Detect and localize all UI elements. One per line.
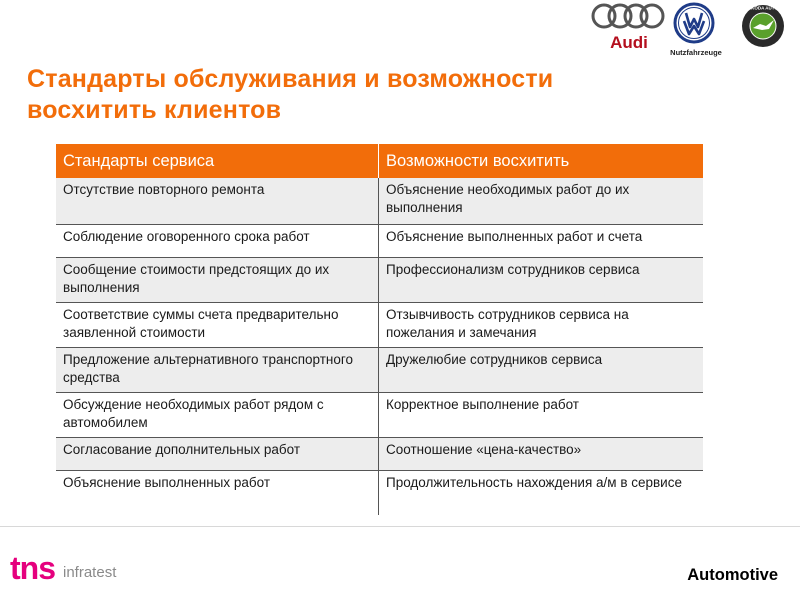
table-cell-standard: Объяснение выполненных работ [56,470,379,515]
table-row [56,347,703,392]
table-cell-standard: Согласование дополнительных работ [56,437,379,470]
table-cell-opportunity: Дружелюбие сотрудников сервиса [379,347,704,392]
skoda-logo [738,2,788,50]
table-row [56,392,703,437]
table-cell-opportunity: Объяснение выполненных работ и счета [379,224,704,257]
tns-wordmark: tns [10,550,55,586]
table-row [56,470,703,515]
table-row [56,437,703,470]
column-header-opportunities: Возможности восхитить [379,144,704,178]
column-header-standards: Стандарты сервиса [56,144,379,178]
standards-table [56,144,703,515]
table-cell-opportunity: Корректное выполнение работ [379,392,704,437]
table-cell-opportunity: Продолжительность нахождения а/м в сервисе [386,474,682,490]
table-cell-opportunity: Профессионализм сотрудников сервиса [379,257,704,302]
table-row [56,178,703,224]
volkswagen-logo [668,2,724,58]
vw-caption: Nutzfahrzeuge [670,48,722,57]
table-cell-standard: Соблюдение оговоренного срока работ [56,224,379,257]
table-cell-opportunity: Объяснение необходимых работ до их выполнения [379,178,704,224]
table-cell-standard: Отсутствие повторного ремонта [56,178,379,224]
slide-title-line-2: восхитить клиентов [27,96,282,124]
table-cell-standard: Сообщение стоимости предстоящих до их выполнения [56,257,379,302]
table-header-row [56,144,703,178]
table-row [56,302,703,347]
table-cell-standard: Предложение альтернативного транспортного средства [56,347,379,392]
table-cell-opportunity: Соотношение «цена-качество» [379,437,704,470]
table-row [56,224,703,257]
footer-section-label: Automotive [687,566,778,584]
footer-divider [0,526,800,527]
table-row [56,257,703,302]
audi-wordmark: Audi [610,33,648,52]
table-cell-standard: Обсуждение необходимых работ рядом с автомобилем [56,392,379,437]
table-cell-opportunity: Отзывчивость сотрудников сервиса на пожелания и замечания [379,302,704,347]
slide-title [27,64,727,126]
tns-infratest-logo [10,544,120,586]
slide-title-line-1: Стандарты обслуживания и возможности [27,65,554,93]
skoda-wordmark: ŠKODA AUTO [748,5,778,11]
infratest-wordmark: infratest [63,564,117,581]
audi-logo [590,2,668,52]
table-cell-standard: Соответствие суммы счета предварительно заявленной стоимости [56,302,379,347]
